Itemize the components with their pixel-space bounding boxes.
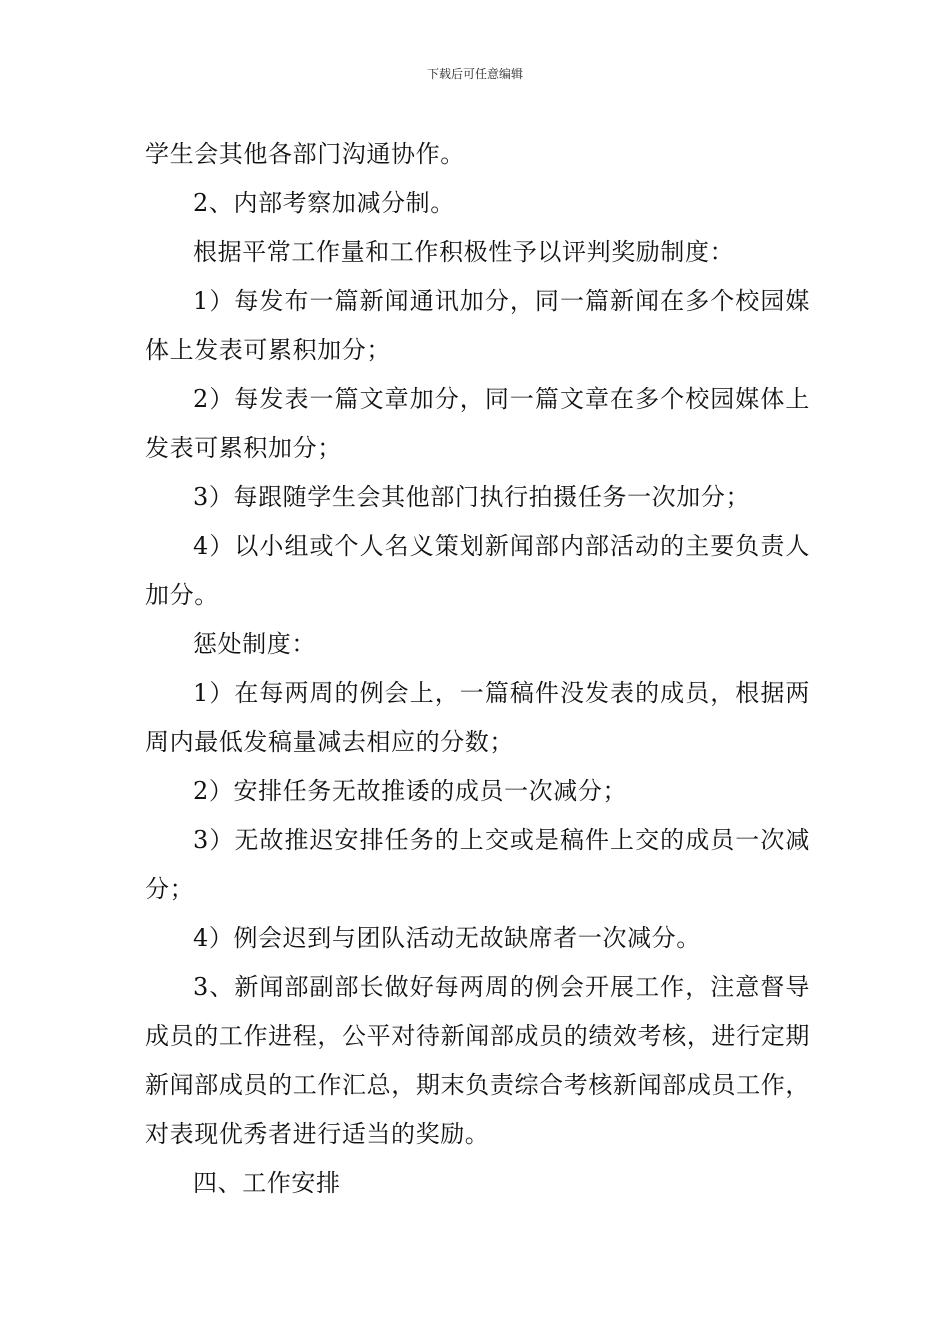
document-body	[145, 130, 810, 1208]
paragraph: 3、新闻部副部长做好每两周的例会开展工作，注意督导成员的工作进程，公平对待新闻部成员的绩效考核，进行定期新闻部成员的工作汇总，期末负责综合考核新闻部成员工作，对表现优秀者进行适当的奖励。	[145, 973, 810, 1148]
paragraph: 3）每跟随学生会其他部门执行拍摄任务一次加分；	[193, 483, 751, 511]
paragraph: 1）在每两周的例会上，一篇稿件没发表的成员，根据两周内最低发稿量减去相应的分数；	[145, 679, 810, 756]
paragraph: 惩处制度：	[193, 630, 316, 658]
paragraph: 学生会其他各部门沟通协作。	[145, 140, 465, 168]
paragraph: 2）安排任务无故推诿的成员一次减分；	[193, 777, 628, 805]
paragraph: 2）每发表一篇文章加分，同一篇文章在多个校园媒体上发表可累积加分；	[145, 385, 810, 462]
paragraph: 4）例会迟到与团队活动无故缺席者一次减分。	[193, 924, 701, 952]
paragraph: 四、工作安排	[193, 1169, 341, 1197]
paragraph: 2、内部考察加减分制。	[193, 189, 455, 217]
paragraph: 根据平常工作量和工作积极性予以评判奖励制度：	[193, 238, 735, 266]
page-header: 下载后可任意编辑	[426, 67, 523, 81]
paragraph: 3）无故推迟安排任务的上交或是稿件上交的成员一次减分；	[145, 826, 810, 903]
paragraph: 4）以小组或个人名义策划新闻部内部活动的主要负责人加分。	[145, 532, 810, 609]
paragraph: 1）每发布一篇新闻通讯加分，同一篇新闻在多个校园媒体上发表可累积加分；	[145, 287, 810, 364]
